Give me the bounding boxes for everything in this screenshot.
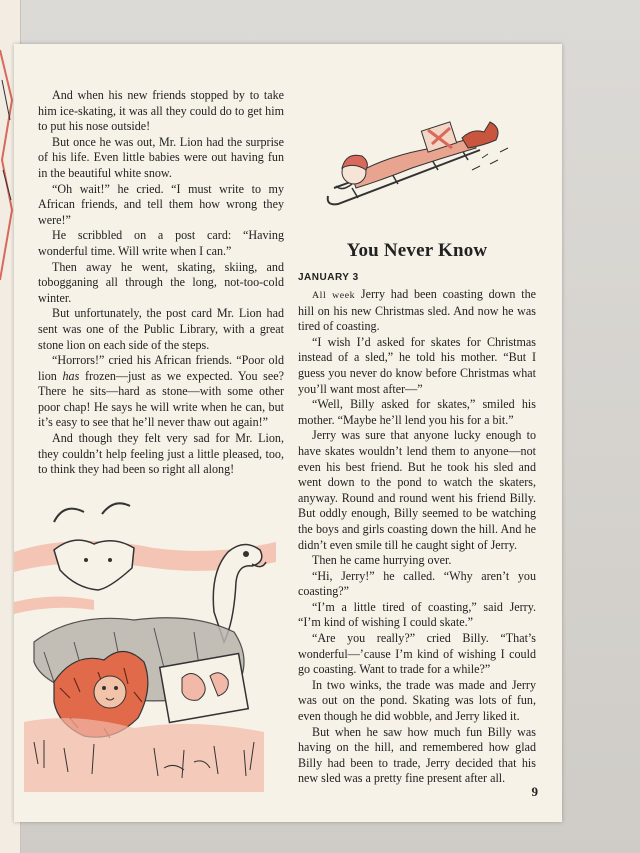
african-animals-illustration bbox=[14, 492, 276, 792]
page-number: 9 bbox=[531, 784, 538, 799]
paragraph: Jerry was sure that anyone lucky enough to have skates wouldn’t lend them to anyone—not even his best friend. But he took his sled and went down to the pond to watch the skaters, anyway. Round and round went his friend Billy. But oddly enough, Billy seemed to be watching the boys and girls coasting down the hill. And he didn’t even smile till he caught sight of Jerry. bbox=[298, 428, 536, 552]
paragraph: Then away he went, skating, skiing, and tobogganing all through the long, not-too-cold winter. bbox=[38, 259, 284, 305]
paragraph: In two winks, the trade was made and Jerry was out on the pond. Skating was lots of fun, even though he did wobble, and Jerry liked it. bbox=[298, 677, 536, 724]
paragraph: “Are you really?” cried Billy. “That’s wonderful—’cause I’m kind of wishing I could go coasting. Want to trade for a while?” bbox=[298, 631, 536, 677]
paragraph: “Oh wait!” he cried. “I must write to my African friends, and tell them how wrong they were!” bbox=[38, 181, 284, 227]
paragraph: But once he was out, Mr. Lion had the surprise of his life. Even little babies were out having fun in the beautiful white snow. bbox=[38, 134, 284, 180]
paragraph: And though they felt very sad for Mr. Lion, they couldn’t help feeling just a little pleased, too, to think they had been so right all along! bbox=[38, 431, 284, 477]
paragraph: “Horrors!” cried his African friends. “Poor old lion has frozen—just as we expected. You see? There he sits—hard as stone—with some other poor chap! He says he will write when he can, but it’s easy to see that he’ll never thaw out again!” bbox=[38, 353, 284, 430]
paragraph: Then he came hurrying over. bbox=[312, 553, 452, 568]
lion-story-column bbox=[38, 88, 284, 478]
paragraph: But when he saw how much fun Billy was having on the hill, and remembered how glad Billy had been to trade, Jerry decided that his new sled was a pretty fine present after all. bbox=[298, 724, 536, 786]
paragraph: He scribbled on a post card: “Having wonderful time. Will write when I can.” bbox=[38, 228, 284, 258]
story-title: You Never Know bbox=[346, 240, 488, 261]
paragraph: “I wish I’d asked for skates for Christmas instead of a sled,” he told his mother. “But I guess you never do know before Christmas what you’ll want most after—” bbox=[298, 334, 536, 396]
you-never-know-story bbox=[298, 240, 536, 787]
paragraph: “I’m a little tired of coasting,” said Jerry. “I’m kind of wishing I could skate.” bbox=[298, 599, 536, 630]
paragraph: “Well, Billy asked for skates,” smiled his mother. “Maybe he’ll lend you his for a bit.” bbox=[298, 397, 536, 427]
opening-paragraph: All week Jerry had been coasting down the hill on his new Christmas sled. And now he was tired of coasting. bbox=[298, 287, 536, 334]
paragraph: And when his new friends stopped by to take him ice-skating, it was all they could do to get him to put his nose outside! bbox=[38, 88, 284, 134]
story-date: JANUARY 3 bbox=[298, 272, 359, 283]
book-page bbox=[14, 44, 562, 822]
previous-page-illustration bbox=[0, 40, 14, 290]
paragraph: But unfortunately, the post card Mr. Lion had sent was one of the Public Library, with a great stone lion on each side of the steps. bbox=[38, 306, 284, 352]
paragraph: “Hi, Jerry!” he called. “Why aren’t you coasting?” bbox=[298, 568, 536, 599]
boy-on-sled-illustration bbox=[312, 88, 512, 234]
